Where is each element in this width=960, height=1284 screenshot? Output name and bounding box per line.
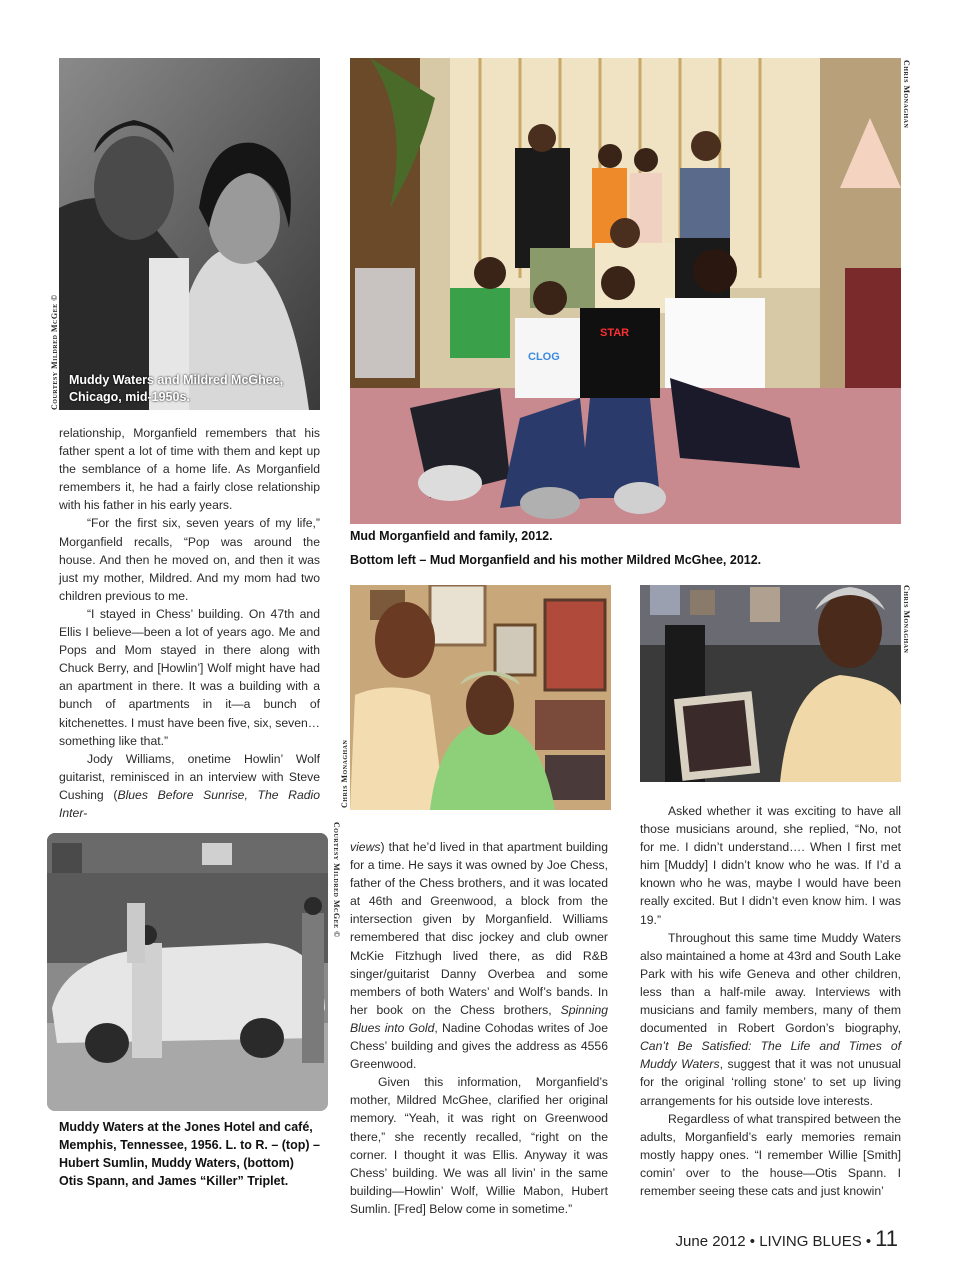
- text-run: ) that he’d lived in that apartment building for a time. He says it was owned by Joe Chess, father of the Chess brothers, and it was located at 46th and Greenwood, a block from the intersection given by Morganfield. Williams remembered that disc jockey and club owner McKie Fitzhugh lived there, as did R&B singer/guitarist Danny Overbea and some members of both Waters’ and Wolf’s bands. In her book on the Chess brothers,: [350, 840, 608, 1017]
- paragraph: “For the first six, seven years of my life,” Morganfield recalls, “Pop was around the house. And then he moved on, and then it was just my mother, Mildred. And my mom had two children previous to me.: [59, 516, 320, 603]
- photo-mud-mother: [350, 585, 611, 810]
- credit-mid-left: Chris Monaghan: [340, 739, 349, 808]
- text-run: , Nadine Cohodas writes of Joe Chess’ building and gives the address as 4556 Greenwood.: [350, 1020, 608, 1072]
- caption-line-1: Muddy Waters and Mildred McGhee,: [69, 373, 284, 387]
- photo-jones-hotel: [47, 833, 328, 1111]
- page-footer: [676, 1226, 898, 1252]
- footer-issue: June 2012 • LIVING BLUES •: [675, 1233, 872, 1250]
- text-column-right: [640, 802, 901, 1200]
- caption-muddy-mildred: [69, 372, 283, 406]
- paragraph: “I stayed in Chess’ building. On 47th and Ellis I believe—been a lot of years ago. Me and Pops and Mom stayed in there along with Chuck Berry, and [Howlin’] Wolf might have had an apartment in there. It was a building with a bunch of apartments in it—a bunch of kitchenettes. I must have been five, six, seven…something like that.”: [59, 606, 320, 748]
- text-column-middle: [350, 838, 608, 1218]
- paragraph: [59, 750, 320, 822]
- caption-bottom-left: Bottom left – Mud Morganfield and his mother Mildred McGhee, 2012.: [350, 553, 762, 567]
- photo-man-frame: [640, 585, 901, 782]
- credit-mid-right: Chris Monaghan: [902, 585, 911, 654]
- paragraph: Asked whether it was exciting to have all those musicians around, she replied, “No, not for me. I didn’t understand…. When I first met him [Muddy] I didn’t know who he was. If I’d a known who he was, maybe I would have been really excited. But I didn’t even know him. I was 19.”: [640, 804, 901, 927]
- tshirt-clog-text: CLOG: [528, 351, 560, 363]
- caption-jones-hotel: Muddy Waters at the Jones Hotel and café, Memphis, Tennessee, 1956. L. to R. – (top) – Hubert Sumlin, Muddy Waters, (bottom) Otis Spann, and James “Killer” Triplet.: [59, 1120, 320, 1188]
- text-italic: Spinning Blues into Gold: [350, 1002, 608, 1035]
- tshirt-star-text: STAR: [600, 327, 630, 339]
- credit-top-right: Chris Monaghan: [902, 60, 911, 129]
- page-number: 11: [875, 1226, 898, 1251]
- text-italic: views: [350, 840, 381, 854]
- text-italic: Can’t Be Satisfied: The Life and Times of Muddy Waters: [640, 1039, 901, 1072]
- photo-muddy-mildred: [59, 58, 320, 410]
- paragraph: Given this information, Morganfield’s mother, Mildred McGhee, clarified her original memory. “Yeah, it was right on Greenwood there,” she recently recalled, “right on the corner. I thought it was Ellis. Anyway it was Chess’ building. We was all livin’ in the same building—Howlin’ Wolf, Willie Mabon, Hubert Sumlin. [Fred] Below come in sometime.”: [350, 1075, 608, 1216]
- credit-bottom: Courtesy Mildred McGee ©: [332, 822, 341, 938]
- caption-family: Mud Morganfield and family, 2012.: [350, 529, 553, 543]
- credit-top-left: Courtesy Mildred McGee ©: [50, 294, 59, 410]
- paragraph: Regardless of what transpired between the adults, Morganfield’s early memories remain mostly happy ones. “I remember Willie [Smith] comin’ over to the house—Otis Spann. I remember seeing these cats and just knowin’: [640, 1111, 901, 1198]
- text-run: , suggest that it was not unusual for the original ‘rolling stone’ to set up living arrangements for his outside love interests.: [640, 1057, 901, 1108]
- text-column-left: [59, 424, 320, 822]
- text-run: Jody Williams, onetime Howlin’ Wolf guitarist, reminisced in an interview with Steve Cushing (: [59, 751, 320, 802]
- paragraph: [350, 838, 608, 1073]
- text-italic: Blues Before Sunrise, The Radio Inter-: [59, 787, 320, 820]
- paragraph: [640, 929, 901, 1110]
- caption-line-2: Chicago, mid-1950s.: [69, 390, 190, 404]
- text-run: Throughout this same time Muddy Waters also maintained a home at 43rd and South Lake Park with his wife Geneva and other children, less than a half-mile away. Interviews with musicians and family members, many of them documented in Robert Gordon’s biography,: [640, 930, 901, 1036]
- photo-family: [350, 58, 901, 524]
- paragraph: relationship, Morganfield remembers that his father spent a lot of time with them and kept up the semblance of a home life. As Morganfield remembers it, he had a fairly close relationship with his father in his early years.: [59, 426, 320, 513]
